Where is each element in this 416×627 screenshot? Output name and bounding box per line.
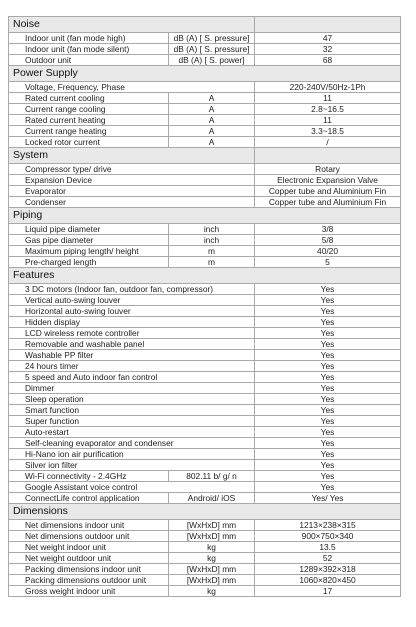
spec-label: Liquid pipe diameter <box>9 224 169 235</box>
spec-label: Self-cleaning evaporator and condenser <box>9 438 255 449</box>
spec-value: Yes <box>255 482 401 493</box>
spec-value: 3.3~18.5 <box>255 126 401 137</box>
spec-label: Expansion Device <box>9 175 255 186</box>
spec-label: Hi-Nano ion air purification <box>9 449 255 460</box>
spec-value: 13.5 <box>255 542 401 553</box>
spec-value: Yes <box>255 306 401 317</box>
spec-label: Rated current cooling <box>9 93 169 104</box>
section-header <box>9 268 401 284</box>
spec-label: 3 DC motors (Indoor fan, outdoor fan, compressor) <box>9 284 255 295</box>
spec-value: Yes <box>255 416 401 427</box>
spec-unit: A <box>169 115 255 126</box>
spec-row <box>9 427 401 438</box>
spec-unit: [WxHxD] mm <box>169 564 255 575</box>
spec-value: Yes <box>255 405 401 416</box>
spec-row <box>9 284 401 295</box>
spec-value: Yes <box>255 383 401 394</box>
spec-row <box>9 361 401 372</box>
spec-value: 1289×392×318 <box>255 564 401 575</box>
spec-value: Yes <box>255 460 401 471</box>
spec-row <box>9 520 401 531</box>
spec-unit: m <box>169 257 255 268</box>
spec-unit: A <box>169 104 255 115</box>
spec-row <box>9 126 401 137</box>
spec-value: 5 <box>255 257 401 268</box>
spec-unit: kg <box>169 586 255 597</box>
spec-label: Current range heating <box>9 126 169 137</box>
spec-unit: Android/ iOS <box>169 493 255 504</box>
spec-label: Compressor type/ drive <box>9 164 255 175</box>
spec-row <box>9 55 401 66</box>
spec-row <box>9 33 401 44</box>
spec-label: Sleep operation <box>9 394 255 405</box>
section-title: System <box>9 148 255 164</box>
spec-row <box>9 235 401 246</box>
spec-label: ConnectLife control application <box>9 493 169 504</box>
spec-row <box>9 586 401 597</box>
section-header <box>9 208 401 224</box>
spec-row <box>9 471 401 482</box>
spec-unit: dB (A) [ S. pressure] <box>169 33 255 44</box>
spec-row <box>9 137 401 148</box>
spec-label: Outdoor unit <box>9 55 169 66</box>
spec-row <box>9 460 401 471</box>
spec-value: Yes <box>255 328 401 339</box>
spec-label: Hidden display <box>9 317 255 328</box>
spec-label: Packing dimensions outdoor unit <box>9 575 169 586</box>
spec-label: Dimmer <box>9 383 255 394</box>
spec-row <box>9 438 401 449</box>
spec-label: Maximum piping length/ height <box>9 246 169 257</box>
spec-row <box>9 372 401 383</box>
spec-value: Yes <box>255 295 401 306</box>
spec-label: 5 speed and Auto indoor fan control <box>9 372 255 383</box>
section-header <box>9 504 401 520</box>
spec-unit: kg <box>169 553 255 564</box>
spec-row <box>9 394 401 405</box>
spec-value: Yes <box>255 449 401 460</box>
spec-label: Auto-restart <box>9 427 255 438</box>
spec-value: 47 <box>255 33 401 44</box>
spec-label: 24 hours timer <box>9 361 255 372</box>
spec-row <box>9 175 401 186</box>
spec-unit: A <box>169 126 255 137</box>
spec-row <box>9 328 401 339</box>
spec-row <box>9 416 401 427</box>
spec-row <box>9 383 401 394</box>
spec-row <box>9 553 401 564</box>
spec-row <box>9 186 401 197</box>
spec-row <box>9 564 401 575</box>
spec-value: Rotary <box>255 164 401 175</box>
spec-row <box>9 224 401 235</box>
spec-row <box>9 542 401 553</box>
spec-value: 5/8 <box>255 235 401 246</box>
spec-label: Google Assistant voice control <box>9 482 255 493</box>
spec-label: Removable and washable panel <box>9 339 255 350</box>
spec-row <box>9 306 401 317</box>
spec-label: LCD wireless remote controller <box>9 328 255 339</box>
spec-row <box>9 482 401 493</box>
spec-row <box>9 405 401 416</box>
spec-row <box>9 317 401 328</box>
spec-label: Vertical auto-swing louver <box>9 295 255 306</box>
spec-label: Net dimensions outdoor unit <box>9 531 169 542</box>
section-title: Power Supply <box>9 66 401 82</box>
spec-row <box>9 93 401 104</box>
section-header <box>9 17 401 33</box>
spec-value: 1213×238×315 <box>255 520 401 531</box>
spec-value: 3/8 <box>255 224 401 235</box>
spec-table <box>8 16 401 597</box>
spec-value: Copper tube and Aluminium Fin <box>255 186 401 197</box>
spec-value: 11 <box>255 115 401 126</box>
spec-row <box>9 575 401 586</box>
section-title: Dimensions <box>9 504 401 520</box>
spec-value: Yes <box>255 317 401 328</box>
spec-label: Net weight outdoor unit <box>9 553 169 564</box>
spec-label: Washable PP filter <box>9 350 255 361</box>
spec-unit: [WxHxD] mm <box>169 575 255 586</box>
spec-label: Gross weight indoor unit <box>9 586 169 597</box>
spec-value: Yes <box>255 372 401 383</box>
spec-value: Yes <box>255 471 401 482</box>
spec-label: Silver ion filter <box>9 460 255 471</box>
spec-label: Locked rotor current <box>9 137 169 148</box>
spec-row <box>9 493 401 504</box>
spec-value: 900×750×340 <box>255 531 401 542</box>
spec-value: 1060×820×450 <box>255 575 401 586</box>
spec-unit: A <box>169 93 255 104</box>
section-title: Piping <box>9 208 401 224</box>
section-title: Features <box>9 268 401 284</box>
spec-value: 220-240V/50Hz-1Ph <box>255 82 401 93</box>
spec-row <box>9 44 401 55</box>
spec-label: Indoor unit (fan mode silent) <box>9 44 169 55</box>
spec-unit: dB (A) [ S. pressure] <box>169 44 255 55</box>
spec-label: Indoor unit (fan mode high) <box>9 33 169 44</box>
spec-row <box>9 246 401 257</box>
spec-value: 17 <box>255 586 401 597</box>
spec-value: Yes <box>255 394 401 405</box>
spec-row <box>9 257 401 268</box>
spec-row <box>9 295 401 306</box>
spec-value: 40/20 <box>255 246 401 257</box>
spec-row <box>9 350 401 361</box>
spec-unit: m <box>169 246 255 257</box>
spec-label: Rated current heating <box>9 115 169 126</box>
spec-value: Yes <box>255 438 401 449</box>
spec-value: / <box>255 137 401 148</box>
spec-label: Horizontal auto-swing louver <box>9 306 255 317</box>
spec-row <box>9 104 401 115</box>
spec-row <box>9 339 401 350</box>
spec-unit: [WxHxD] mm <box>169 520 255 531</box>
spec-unit: inch <box>169 235 255 246</box>
spec-label: Net weight indoor unit <box>9 542 169 553</box>
spec-label: Gas pipe diameter <box>9 235 169 246</box>
spec-label: Smart function <box>9 405 255 416</box>
spec-unit: kg <box>169 542 255 553</box>
section-header <box>9 66 401 82</box>
spec-row <box>9 115 401 126</box>
spec-value: 68 <box>255 55 401 66</box>
spec-value: Yes <box>255 427 401 438</box>
section-header <box>9 148 401 164</box>
spec-value: 32 <box>255 44 401 55</box>
spec-label: Pre-charged length <box>9 257 169 268</box>
spec-unit: 802.11 b/ g/ n <box>169 471 255 482</box>
section-title: Noise <box>9 17 255 33</box>
spec-label: Current range cooling <box>9 104 169 115</box>
spec-value: Yes/ Yes <box>255 493 401 504</box>
spec-value: 2.8~16.5 <box>255 104 401 115</box>
spec-value: Yes <box>255 339 401 350</box>
spec-value: Yes <box>255 350 401 361</box>
spec-unit: [WxHxD] mm <box>169 531 255 542</box>
spec-value: Yes <box>255 284 401 295</box>
spec-unit: inch <box>169 224 255 235</box>
spec-value: 11 <box>255 93 401 104</box>
section-header-blank <box>255 148 401 164</box>
spec-label: Evaporator <box>9 186 255 197</box>
spec-label: Super function <box>9 416 255 427</box>
spec-row <box>9 82 401 93</box>
spec-label: Packing dimensions indoor unit <box>9 564 169 575</box>
spec-unit: A <box>169 137 255 148</box>
spec-label: Condenser <box>9 197 255 208</box>
spec-row <box>9 197 401 208</box>
spec-row <box>9 531 401 542</box>
spec-unit: dB (A) [ S. power] <box>169 55 255 66</box>
spec-row <box>9 164 401 175</box>
spec-value: Yes <box>255 361 401 372</box>
spec-label: Voltage, Frequency, Phase <box>9 82 255 93</box>
section-header-blank <box>255 17 401 33</box>
spec-value: 52 <box>255 553 401 564</box>
spec-label: Wi-Fi connectivity - 2.4GHz <box>9 471 169 482</box>
spec-value: Copper tube and Aluminium Fin <box>255 197 401 208</box>
spec-row <box>9 449 401 460</box>
spec-label: Net dimensions indoor unit <box>9 520 169 531</box>
spec-value: Electronic Expansion Valve <box>255 175 401 186</box>
